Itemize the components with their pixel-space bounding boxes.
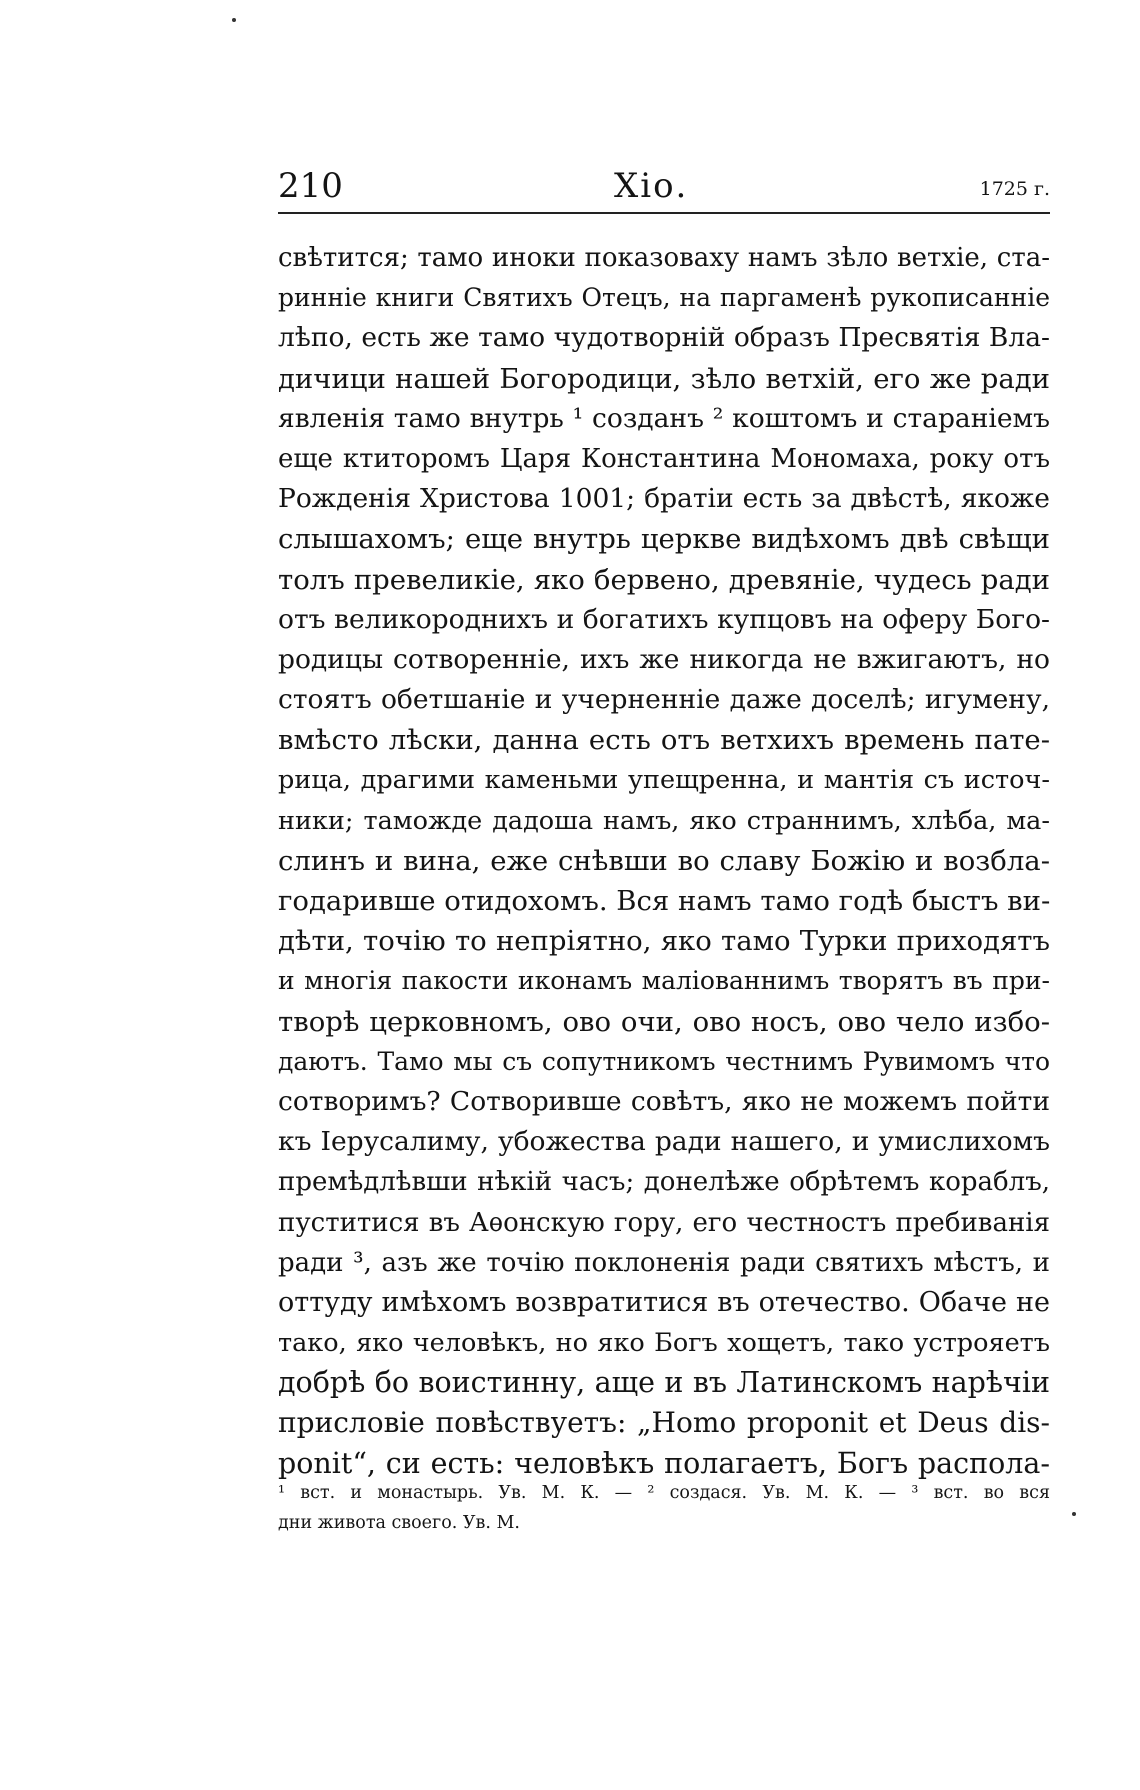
body-line: премѣдлѣвши нѣкій часъ; донелѣже обрѣтемъ кораблъ, [278, 1167, 1050, 1198]
body-line: творѣ церковномъ, ово очи, ово носъ, ово чело избо- [278, 1005, 1050, 1038]
body-line: слышахомъ; еще внутрь церкве видѣхомъ двѣ свѣщи [278, 523, 1050, 556]
footnote-line: ¹ вст. и монастырь. Ув. М. К. — ² создася. Ув. М. К. — ³ вст. во вся [278, 1483, 1050, 1503]
body-line: ради ³, азъ же точію поклоненія ради святихъ мѣстъ, и [278, 1247, 1050, 1278]
body-line: сотворимъ? Сотворивше совѣтъ, яко не можемъ пойти [278, 1085, 1050, 1117]
body-line: еще ктиторомъ Царя Константина Мономаха, року отъ [278, 443, 1050, 474]
running-title: Хіо. [614, 166, 689, 206]
body-line: тако, яко человѣкъ, но яко Богъ хощетъ, тако устрояетъ [278, 1328, 1050, 1359]
footnotes [278, 1478, 1050, 1538]
scan-speck [232, 18, 236, 22]
body-line: пуститися въ Аѳонскую гору, его честностъ пребиванія [278, 1207, 1050, 1238]
body-line: ники; таможде дадоша намъ, яко страннимъ, хлѣба, ма- [278, 805, 1050, 836]
body-line: дѣти, точію то непріятно, яко тамо Турки приходятъ [278, 925, 1050, 958]
header-rule [278, 212, 1050, 214]
scan-speck [1072, 1512, 1076, 1516]
body-line: ponit“, си есть: человѣкъ полагаетъ, Богъ распола- [278, 1446, 1050, 1480]
body-line: явленія тамо внутрь ¹ созданъ ² коштомъ и стараніемъ [278, 402, 1050, 434]
body-line: Рожденія Христова 1001; братіи есть за двѣстѣ, якоже [278, 483, 1050, 515]
body-line: дичици нашей Богородици, зѣло ветхій, его же ради [278, 362, 1050, 395]
body-line: свѣтится; тамо иноки показоваху намъ зѣло ветхіе, ста- [278, 243, 1050, 273]
body-line: стоятъ обетшаніе и учерненніе даже доселѣ; игумену, [278, 684, 1050, 716]
body-line: годаривше отидохомъ. Вся намъ тамо годѣ быстъ ви- [278, 885, 1050, 917]
body-line: оттуду имѣхомъ возвратитися въ отечество. Обаче не [278, 1286, 1050, 1318]
body-text [278, 238, 1050, 1484]
body-line: къ Іерусалиму, убожества ради нашего, и умислихомъ [278, 1126, 1050, 1158]
body-line: отъ великороднихъ и богатихъ купцовъ на оферу Бого- [278, 603, 1050, 635]
footnote-line: дни живота своего. Ув. М. [278, 1513, 520, 1533]
body-line: добрѣ бо воистинну, аще и въ Латинскомъ нарѣчіи [278, 1366, 1050, 1400]
body-line: лѣпо, есть же тамо чудотворній образъ Пресвятія Вла- [278, 322, 1050, 354]
body-line: вмѣсто лѣски, данна есть отъ ветхихъ времень пате- [278, 724, 1050, 757]
body-line: родицы сотворенніе, ихъ же никогда не вжигаютъ, но [278, 643, 1050, 675]
body-line: и многія пакости иконамъ маліованнимъ творятъ въ при- [278, 966, 1050, 996]
header-year: 1725 г. [979, 178, 1050, 200]
body-line: ринніе книги Святихъ Отецъ, на паргаменѣ рукописанніе [278, 283, 1050, 313]
body-line: слинъ и вина, еже снѣвши во славу Божію и возбла- [278, 844, 1050, 877]
running-header [278, 166, 1050, 212]
body-line: рица, драгими каменьми упещренна, и мантія съ источ- [278, 765, 1050, 796]
body-line: толъ превеликіе, яко бервено, древяніе, чудесь ради [278, 563, 1050, 596]
body-line: даютъ. Тамо мы съ сопутникомъ честнимъ Рувимомъ что [278, 1046, 1050, 1076]
body-line: присловіе повѣствуетъ: „Homo proponit et Deus dis- [278, 1406, 1050, 1440]
page-number: 210 [278, 166, 343, 206]
